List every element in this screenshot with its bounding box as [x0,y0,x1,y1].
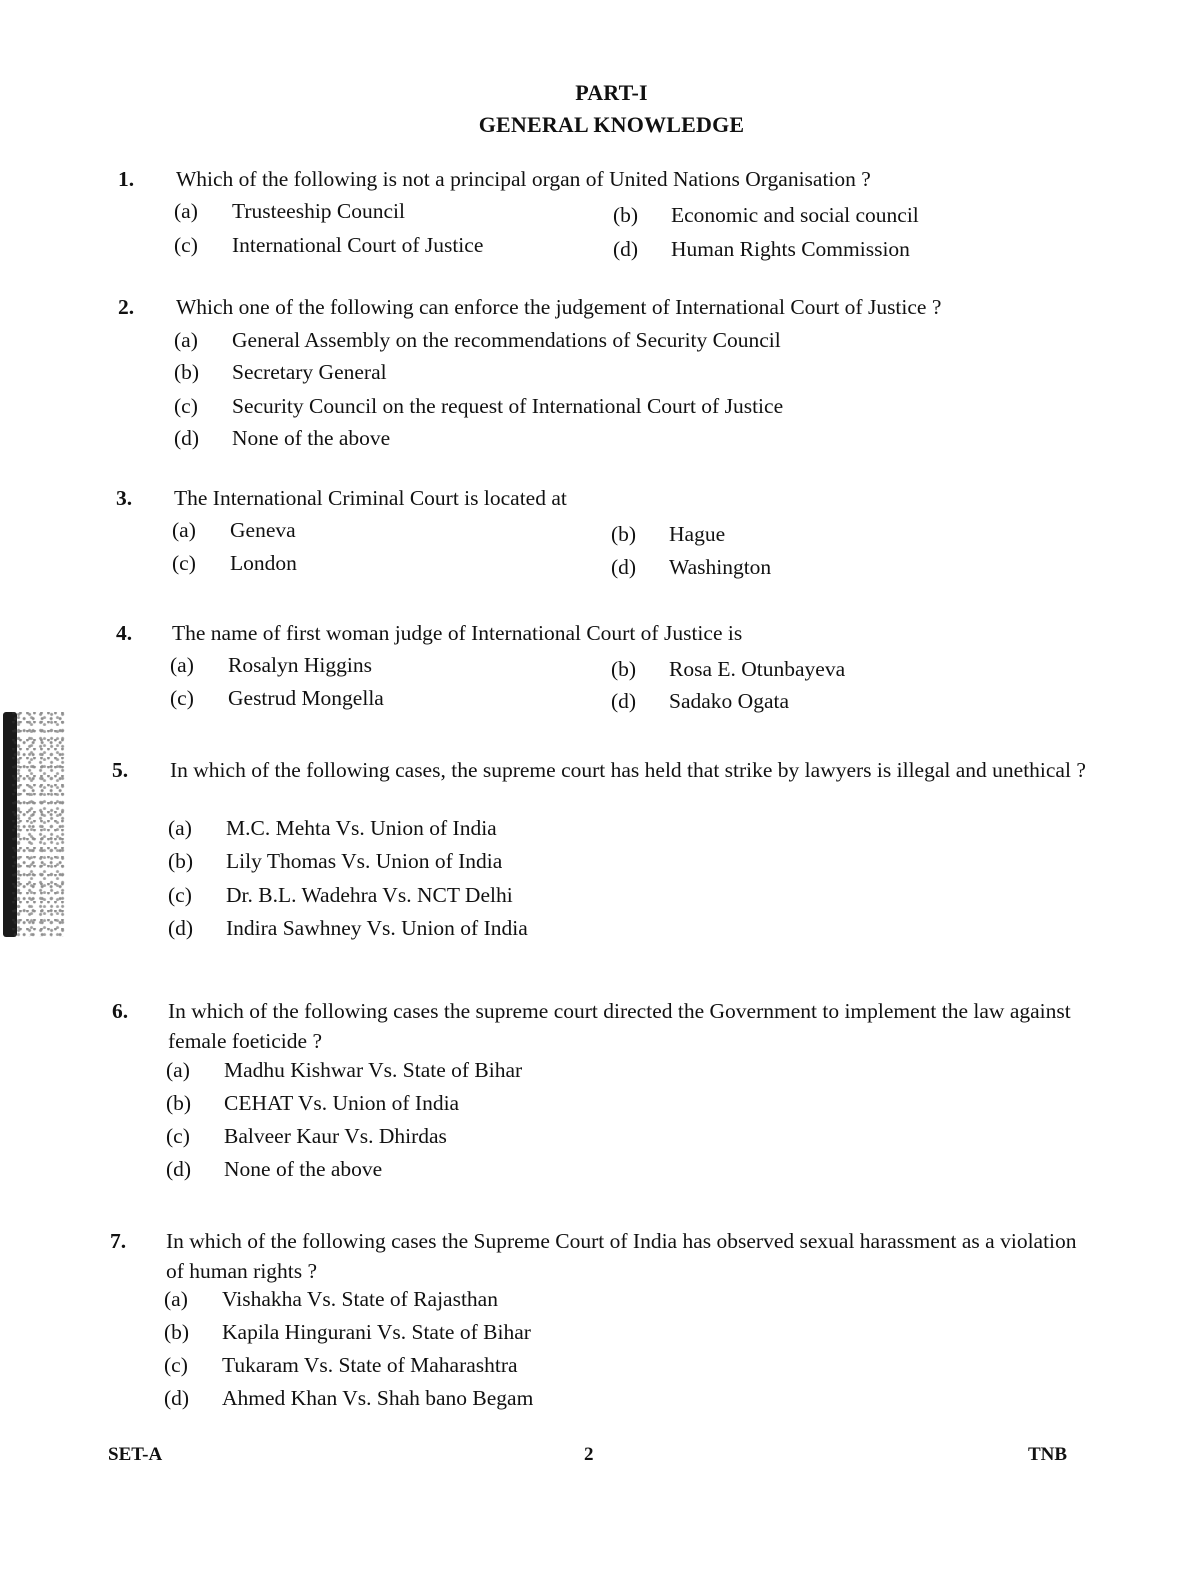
option-a[interactable]: (a) Madhu Kishwar Vs. State of Bihar [166,1058,523,1082]
question-text: In which of the following cases the supreme court directed the Government to implement the law against female foeticide ? [168,999,1071,1053]
question-text: The International Criminal Court is located at [174,486,567,510]
option-d[interactable]: (d) None of the above [174,426,391,450]
option-d[interactable]: (d) Human Rights Commission [613,237,910,261]
option-b[interactable]: (b) Kapila Hingurani Vs. State of Bihar [164,1320,531,1344]
option-d[interactable]: (d) Washington [611,555,772,579]
option-b[interactable]: (b) Secretary General [174,360,387,384]
question-number: 1. [118,167,135,191]
question-number: 7. [110,1229,127,1253]
question-number: 5. [112,758,129,782]
option-a[interactable]: (a) M.C. Mehta Vs. Union of India [168,816,497,840]
option-d[interactable]: (d) Sadako Ogata [611,689,790,713]
subject-heading: GENERAL KNOWLEDGE [478,112,745,137]
part-heading: PART-I [575,80,648,105]
option-c[interactable]: (c) Gestrud Mongella [170,686,384,710]
option-c[interactable]: (c) Balveer Kaur Vs. Dhirdas [166,1124,447,1148]
question-text: The name of first woman judge of International Court of Justice is [172,621,743,645]
option-d[interactable]: (d) None of the above [166,1157,383,1181]
option-a[interactable]: (a) Vishakha Vs. State of Rajasthan [164,1287,498,1311]
question-number: 6. [112,999,129,1023]
option-c[interactable]: (c) Tukaram Vs. State of Maharashtra [164,1353,518,1377]
question-number: 3. [116,486,133,510]
option-c[interactable]: (c) London [172,551,297,575]
option-b[interactable]: (b) CEHAT Vs. Union of India [166,1091,460,1115]
option-a[interactable]: (a) Rosalyn Higgins [170,653,372,677]
option-c[interactable]: (c) International Court of Justice [174,233,484,257]
question-text: Which one of the following can enforce the judgement of International Court of Justice ? [176,295,942,319]
option-b[interactable]: (b) Economic and social council [613,203,919,227]
set-label: SET-A [108,1444,163,1465]
question-text: In which of the following cases, the supreme court has held that strike by lawyers is illegal and unethical ? [170,758,1086,782]
question-number: 4. [116,621,133,645]
option-c[interactable]: (c) Dr. B.L. Wadehra Vs. NCT Delhi [168,883,513,907]
option-a[interactable]: (a) Trusteeship Council [174,199,406,223]
option-b[interactable]: (b) Rosa E. Otunbayeva [611,657,846,681]
option-b[interactable]: (b) Hague [611,522,726,546]
scan-noise [12,712,67,937]
option-b[interactable]: (b) Lily Thomas Vs. Union of India [168,849,503,873]
page-number: 2 [584,1444,594,1465]
option-d[interactable]: (d) Indira Sawhney Vs. Union of India [168,916,528,940]
question-text: In which of the following cases the Supreme Court of India has observed sexual harassment as a violation of human rights ? [166,1229,1077,1283]
option-d[interactable]: (d) Ahmed Khan Vs. Shah bano Begam [164,1386,534,1410]
question-text: Which of the following is not a principal organ of United Nations Organisation ? [176,167,871,191]
question-number: 2. [118,295,135,319]
option-a[interactable]: (a) General Assembly on the recommendations of Security Council [174,328,781,352]
paper-code: TNB [1028,1444,1068,1465]
option-c[interactable]: (c) Security Council on the request of International Court of Justice [174,394,784,418]
option-a[interactable]: (a) Geneva [172,518,296,542]
